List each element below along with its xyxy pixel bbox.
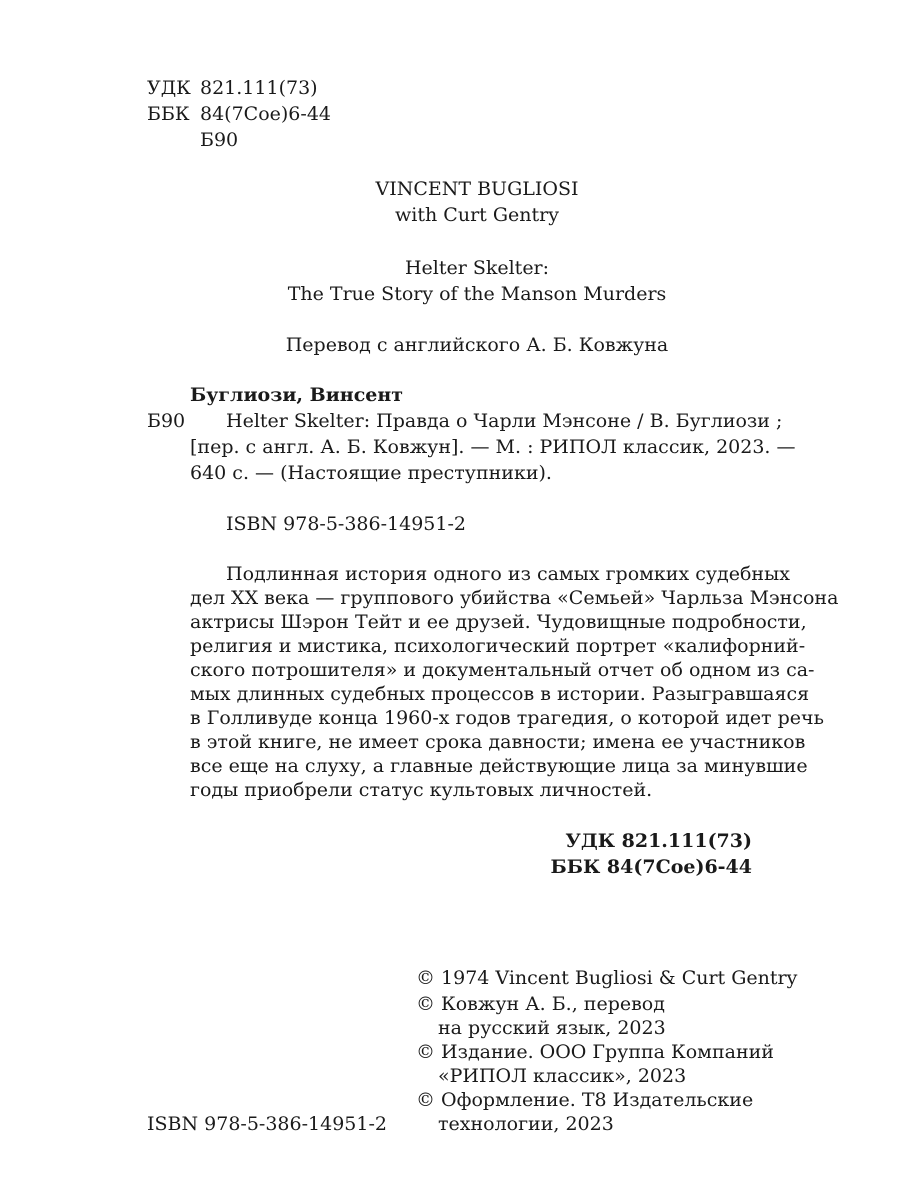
original-title-line2: The True Story of the Manson Murders — [287, 283, 667, 305]
udk-code-right: УДК 821.111(73) — [565, 830, 752, 852]
udk-label: УДК — [147, 77, 191, 99]
copyright-design-cont: технологии, 2023 — [438, 1113, 614, 1135]
bib-line-3: 640 с. — (Настоящие преступники). — [190, 462, 552, 484]
footer-isbn: ISBN 978-5-386-14951-2 — [147, 1113, 387, 1135]
copyright-edition-cont: «РИПОЛ классик», 2023 — [438, 1065, 687, 1087]
bbk-code-right: ББК 84(7Сое)6-44 — [550, 856, 752, 878]
author-heading: Буглиози, Винсент — [190, 384, 404, 406]
abstract-line-9: все еще на слуху, а главные действующие лица за минувшие — [190, 755, 808, 777]
copyright-authors: © 1974 Vincent Bugliosi & Curt Gentry — [416, 967, 798, 989]
udk-value: 821.111(73) — [200, 77, 318, 99]
abstract-line-5: ского потрошителя» и документальный отчет об одном из са- — [190, 659, 815, 681]
abstract-line-3: актрисы Шэрон Тейт и ее друзей. Чудовищные подробности, — [190, 611, 807, 633]
abstract-line-2: дел XX века — группового убийства «Семьей» Чарльза Мэнсона — [190, 587, 839, 609]
bib-isbn: ISBN 978-5-386-14951-2 — [226, 513, 466, 535]
original-title-line1: Helter Skelter: — [404, 257, 550, 279]
bbk-value: 84(7Сое)6-44 — [200, 103, 331, 125]
copyright-translation-cont: на русский язык, 2023 — [438, 1017, 666, 1039]
copyright-edition: © Издание. ООО Группа Компаний — [416, 1041, 774, 1063]
abstract-line-4: религия и мистика, психологический портрет «калифорний- — [190, 635, 806, 657]
abstract-line-1: Подлинная история одного из самых громких судебных — [226, 563, 790, 585]
translation-note: Перевод с английского А. Б. Ковжуна — [285, 334, 669, 356]
bib-line-2: [пер. с англ. А. Б. Ковжун]. — М. : РИПОЛ классик, 2023. — — [190, 436, 796, 458]
abstract-line-7: в Голливуде конца 1960-х годов трагедия, о которой идет речь — [190, 707, 824, 729]
abstract-line-6: мых длинных судебных процессов в истории. Разыгравшаяся — [190, 683, 810, 705]
author-mark-top: Б90 — [200, 129, 239, 151]
copyright-design: © Оформление. Т8 Издательские — [416, 1089, 754, 1111]
abstract-line-8: в этой книге, не имеет срока давности; имена ее участников — [190, 731, 806, 753]
abstract-line-10: годы приобрели статус культовых личностей. — [190, 779, 653, 801]
bbk-code — [147, 102, 331, 126]
bbk-label: ББК — [147, 103, 190, 125]
bib-line-1: Helter Skelter: Правда о Чарли Мэнсоне / В. Буглиози ; — [226, 410, 783, 432]
author-mark-bib: Б90 — [147, 410, 186, 432]
udk-code — [147, 76, 318, 100]
original-coauthor: with Curt Gentry — [395, 204, 559, 226]
copyright-translation: © Ковжун А. Б., перевод — [416, 993, 665, 1015]
original-author: VINCENT BUGLIOSI — [375, 178, 579, 200]
